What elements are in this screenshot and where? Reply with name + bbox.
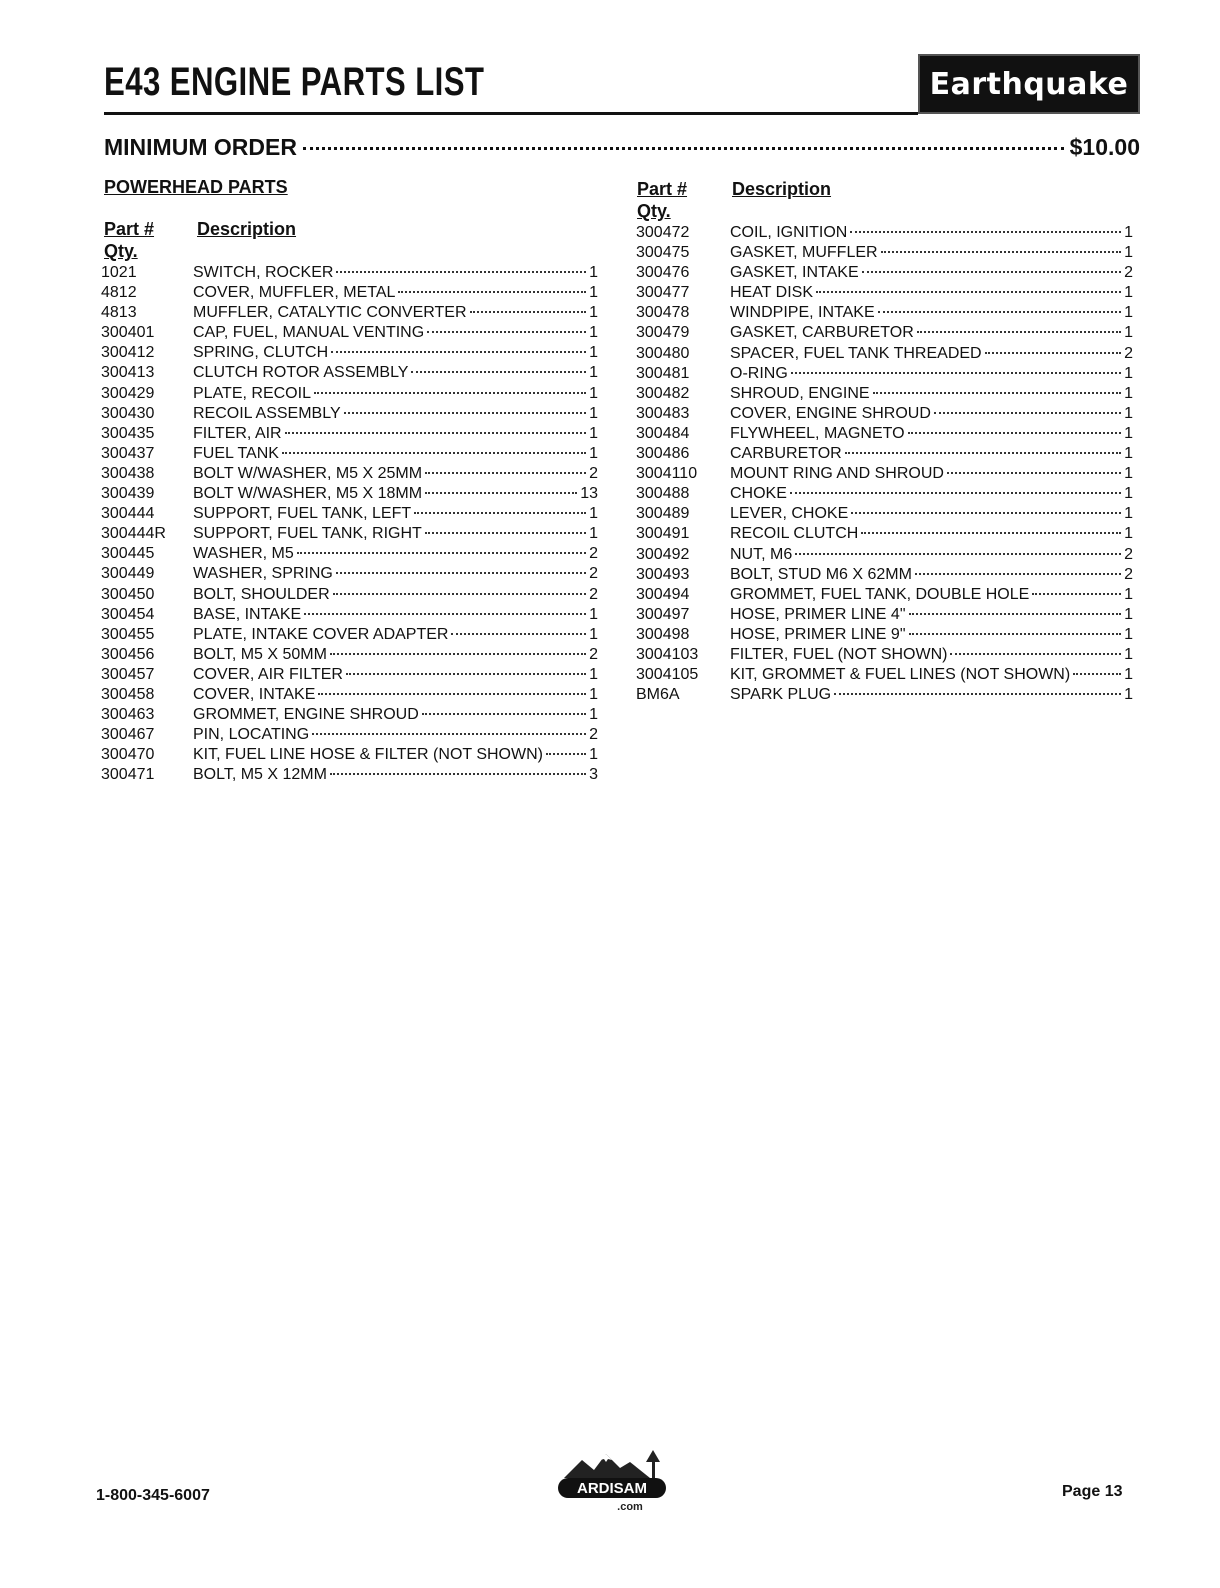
part-description: PIN, LOCATING (193, 726, 310, 744)
part-number: 300435 (101, 424, 155, 442)
ardisam-logo (556, 1448, 668, 1520)
leader-dots (790, 492, 1121, 494)
part-number: 300471 (101, 766, 155, 784)
leader-dots (451, 633, 586, 635)
part-row (101, 585, 598, 605)
part-row (101, 625, 598, 645)
part-quantity: 2 (1124, 264, 1133, 282)
part-quantity: 2 (589, 464, 598, 482)
part-number: 300492 (636, 545, 690, 563)
part-description: SWITCH, ROCKER (193, 264, 334, 281)
part-number: 4813 (101, 304, 137, 322)
part-number: 300467 (101, 726, 155, 744)
part-description: HEAT DISK (730, 284, 813, 302)
leader-dots (1073, 673, 1121, 675)
leader-dots (917, 331, 1121, 333)
part-row (101, 283, 598, 303)
part-quantity: 1 (589, 665, 598, 683)
leader-dots (425, 532, 586, 534)
part-description: HOSE, PRIMER LINE 9" (730, 625, 906, 643)
part-quantity: 1 (1124, 666, 1133, 684)
part-number: 3004110 (636, 465, 698, 483)
part-number: 300445 (101, 545, 155, 563)
part-row (636, 464, 1133, 484)
leader-dots (330, 653, 586, 655)
part-description: WASHER, M5 (193, 545, 294, 563)
part-description: GROMMET, FUEL TANK, DOUBLE HOLE (730, 585, 1030, 603)
part-number: 300429 (101, 384, 155, 402)
leader-dots (344, 412, 586, 414)
part-row (636, 524, 1133, 544)
part-quantity: 1 (1124, 384, 1133, 402)
part-row (101, 464, 598, 484)
leader-dots (985, 352, 1121, 354)
leader-dots (1032, 593, 1121, 595)
part-row (636, 605, 1133, 625)
part-row (636, 424, 1133, 444)
part-quantity: 1 (589, 605, 598, 623)
leader-dots (304, 613, 586, 615)
brand-logo: Earthquake (918, 54, 1140, 114)
part-row (636, 344, 1133, 364)
part-description: RECOIL CLUTCH (730, 525, 859, 543)
part-quantity: 1 (1124, 686, 1133, 704)
part-number: 300439 (101, 485, 155, 503)
part-row (101, 544, 598, 564)
leader-dots (791, 372, 1121, 374)
leader-dots (909, 633, 1122, 635)
part-quantity: 1 (589, 625, 598, 643)
leader-dots (909, 613, 1122, 615)
leader-dots (314, 392, 586, 394)
part-quantity: 1 (1124, 244, 1133, 262)
part-number: 300488 (636, 485, 690, 503)
leader-dots (546, 753, 586, 755)
part-quantity: 1 (589, 706, 598, 724)
part-number: 300438 (101, 464, 155, 482)
part-quantity: 1 (589, 404, 598, 422)
leader-dots (908, 432, 1122, 434)
part-number: 300413 (101, 364, 155, 382)
part-number: 300478 (636, 304, 690, 322)
part-description: SHROUD, ENGINE (730, 384, 870, 402)
left-header-qty: Qty. (104, 241, 138, 261)
part-number: 300437 (101, 444, 155, 462)
part-description: CLUTCH ROTOR ASSEMBLY (193, 364, 409, 382)
leader-dots (297, 552, 586, 554)
part-description: SPACER, FUEL TANK THREADED (730, 344, 982, 362)
part-description: COIL, IGNITION (730, 224, 848, 241)
part-row (101, 263, 598, 283)
part-description: GASKET, MUFFLER (730, 244, 878, 262)
part-number: 300498 (636, 625, 690, 643)
part-description: BOLT, SHOULDER (193, 585, 330, 603)
part-quantity: 1 (589, 505, 598, 523)
leader-dots (318, 693, 586, 695)
part-row (636, 565, 1133, 585)
part-quantity: 1 (1124, 645, 1133, 663)
part-quantity: 1 (1124, 424, 1133, 442)
part-row (636, 645, 1133, 665)
leader-dots (336, 271, 586, 273)
part-row (636, 545, 1133, 565)
part-row (101, 665, 598, 685)
part-number: 300476 (636, 264, 690, 282)
part-row (636, 323, 1133, 343)
leader-dots (330, 773, 586, 775)
leader-dots (845, 452, 1121, 454)
part-number: 300456 (101, 645, 155, 663)
part-quantity: 1 (1124, 625, 1133, 643)
part-row (101, 404, 598, 424)
part-number: 300480 (636, 344, 690, 362)
part-row (101, 384, 598, 404)
part-description: CARBURETOR (730, 445, 842, 463)
part-description: MOUNT RING AND SHROUD (730, 465, 944, 483)
part-quantity: 2 (1124, 344, 1133, 362)
leader-dots (834, 693, 1121, 695)
part-quantity: 1 (589, 264, 598, 281)
part-number: 300491 (636, 525, 690, 543)
part-number: 1021 (101, 264, 137, 281)
part-description: WINDPIPE, INTAKE (730, 304, 875, 322)
leader-dots (816, 291, 1121, 293)
leader-dots (950, 653, 1121, 655)
minimum-order-line (104, 134, 1140, 162)
part-description: CHOKE (730, 485, 787, 503)
part-quantity: 1 (1124, 485, 1133, 503)
part-row (101, 564, 598, 584)
part-row (101, 705, 598, 725)
part-row (636, 263, 1133, 283)
part-description: FLYWHEEL, MAGNETO (730, 424, 905, 442)
leader-dots (346, 673, 586, 675)
part-row (101, 363, 598, 383)
leader-dots (333, 593, 586, 595)
leader-dots (470, 311, 587, 313)
part-description: BOLT W/WASHER, M5 X 18MM (193, 485, 423, 503)
part-description: COVER, INTAKE (193, 685, 316, 703)
part-description: BOLT W/WASHER, M5 X 25MM (193, 464, 423, 482)
leader-dots (850, 231, 1121, 233)
part-description: GASKET, CARBURETOR (730, 324, 914, 342)
part-row (636, 685, 1133, 705)
part-quantity: 2 (1124, 545, 1133, 563)
leader-dots (427, 331, 586, 333)
page-number: Page 13 (1062, 1483, 1123, 1500)
part-quantity: 1 (589, 685, 598, 703)
part-row (101, 323, 598, 343)
part-quantity: 1 (589, 364, 598, 382)
part-description: COVER, ENGINE SHROUD (730, 404, 931, 422)
part-row (636, 384, 1133, 404)
part-description: GROMMET, ENGINE SHROUD (193, 706, 419, 724)
part-quantity: 2 (589, 565, 598, 583)
part-quantity: 1 (1124, 465, 1133, 483)
part-number: 300430 (101, 404, 155, 422)
part-quantity: 2 (1124, 565, 1133, 583)
part-row (101, 303, 598, 323)
part-description: RECOIL ASSEMBLY (193, 404, 341, 422)
leader-dots (795, 553, 1121, 555)
part-number: 300450 (101, 585, 155, 603)
leader-dots (851, 512, 1121, 514)
part-number: 300486 (636, 445, 690, 463)
part-quantity: 1 (1124, 525, 1133, 543)
part-description: PLATE, RECOIL (193, 384, 311, 402)
leader-dots (934, 412, 1121, 414)
left-header-desc: Description (197, 219, 297, 239)
part-description: NUT, M6 (730, 545, 793, 563)
part-description: BOLT, M5 X 12MM (193, 766, 327, 784)
part-quantity: 1 (1124, 364, 1133, 382)
part-description: SUPPORT, FUEL TANK, LEFT (193, 505, 412, 523)
part-description: SPARK PLUG (730, 686, 832, 704)
part-number: 300475 (636, 244, 690, 262)
part-number: 3004103 (636, 645, 699, 663)
part-quantity: 1 (1124, 505, 1133, 523)
part-row (101, 524, 598, 544)
part-number: 300483 (636, 404, 690, 422)
powerhead-parts-list (101, 263, 598, 785)
part-quantity: 1 (589, 746, 598, 764)
part-quantity: 2 (589, 585, 598, 603)
leader-dots (425, 472, 586, 474)
logo-sub: .com (617, 1501, 643, 1513)
parts-list-continued (636, 223, 1133, 705)
part-description: PLATE, INTAKE COVER ADAPTER (193, 625, 449, 643)
part-row (636, 283, 1133, 303)
leader-dots (398, 291, 586, 293)
part-row (101, 685, 598, 705)
part-description: CAP, FUEL, MANUAL VENTING (193, 324, 425, 342)
part-number: 300455 (101, 625, 155, 643)
part-row (101, 745, 598, 765)
part-row (101, 725, 598, 745)
min-order-value: $10.00 (1069, 134, 1140, 160)
part-row (636, 364, 1133, 384)
part-number: 300463 (101, 706, 155, 724)
leader-dots (285, 432, 586, 434)
leader-dots (414, 512, 586, 514)
part-description: BOLT, M5 X 50MM (193, 645, 327, 663)
part-row (636, 625, 1133, 645)
part-quantity: 1 (589, 525, 598, 543)
leader-dots (862, 271, 1121, 273)
part-quantity: 2 (589, 645, 598, 663)
part-row (636, 404, 1133, 424)
leader-dots (411, 371, 586, 373)
leader-dots (331, 351, 586, 353)
leader-dots (915, 573, 1121, 575)
part-number: 300444R (101, 525, 166, 543)
part-description: LEVER, CHOKE (730, 505, 849, 523)
part-quantity: 1 (1124, 585, 1133, 603)
right-header-qty: Qty. (637, 201, 671, 221)
part-number: 300472 (636, 224, 690, 241)
leader-dots (422, 713, 586, 715)
part-row (636, 223, 1133, 243)
part-quantity: 2 (589, 545, 598, 563)
part-description: SPRING, CLUTCH (193, 344, 329, 362)
part-number: 300470 (101, 746, 155, 764)
part-row (636, 665, 1133, 685)
leader-dots (303, 147, 1064, 150)
part-number: 300494 (636, 585, 690, 603)
leader-dots (282, 452, 586, 454)
part-number: 300484 (636, 424, 690, 442)
part-description: KIT, FUEL LINE HOSE & FILTER (NOT SHOWN) (193, 746, 543, 764)
part-number: 300489 (636, 505, 690, 523)
part-description: SUPPORT, FUEL TANK, RIGHT (193, 525, 422, 543)
part-quantity: 1 (1124, 324, 1133, 342)
part-description: FILTER, FUEL (NOT SHOWN) (730, 645, 948, 663)
part-description: GASKET, INTAKE (730, 264, 859, 282)
part-description: BOLT, STUD M6 X 62MM (730, 565, 912, 583)
part-quantity: 1 (1124, 304, 1133, 322)
part-row (101, 424, 598, 444)
part-description: BASE, INTAKE (193, 605, 302, 623)
left-header-part: Part # (104, 219, 155, 239)
part-number: 300458 (101, 685, 155, 703)
part-number: 3004105 (636, 666, 699, 684)
part-quantity: 1 (589, 444, 598, 462)
part-number: 4812 (101, 284, 137, 302)
part-description: COVER, MUFFLER, METAL (193, 284, 396, 302)
title-rule (104, 112, 918, 115)
leader-dots (861, 532, 1121, 534)
leader-dots (336, 572, 586, 574)
part-number: 300444 (101, 505, 155, 523)
part-number: 300401 (101, 324, 155, 342)
part-row (101, 484, 598, 504)
part-quantity: 1 (1124, 284, 1133, 302)
part-row (101, 343, 598, 363)
part-row (636, 243, 1133, 263)
part-quantity: 1 (589, 424, 598, 442)
part-number: 300479 (636, 324, 690, 342)
leader-dots (312, 733, 586, 735)
part-quantity: 1 (1124, 404, 1133, 422)
part-quantity: 1 (1124, 224, 1133, 241)
part-row (101, 444, 598, 464)
part-quantity: 1 (1124, 445, 1133, 463)
leader-dots (947, 472, 1121, 474)
part-row (636, 484, 1133, 504)
part-quantity: 1 (589, 324, 598, 342)
part-number: 300412 (101, 344, 155, 362)
part-description: FILTER, AIR (193, 424, 282, 442)
part-number: 300481 (636, 364, 690, 382)
part-quantity: 1 (589, 384, 598, 402)
part-row (636, 303, 1133, 323)
part-row (101, 504, 598, 524)
leader-dots (425, 492, 577, 494)
part-description: FUEL TANK (193, 444, 279, 462)
page-title: E43 ENGINE PARTS LIST (104, 60, 485, 104)
part-number: 300449 (101, 565, 155, 583)
part-number: 300497 (636, 605, 690, 623)
part-row (101, 645, 598, 665)
leader-dots (881, 251, 1122, 253)
part-number: 300457 (101, 665, 155, 683)
part-quantity: 13 (580, 485, 598, 503)
part-row (636, 504, 1133, 524)
part-row (636, 585, 1133, 605)
part-number: 300454 (101, 605, 155, 623)
part-description: MUFFLER, CATALYTIC CONVERTER (193, 304, 467, 322)
part-number: 300477 (636, 284, 690, 302)
part-quantity: 3 (589, 766, 598, 784)
part-description: O-RING (730, 364, 788, 382)
right-header-desc: Description (732, 179, 832, 199)
leader-dots (878, 311, 1121, 313)
leader-dots (873, 392, 1122, 394)
part-number: 300493 (636, 565, 690, 583)
footer-phone: 1-800-345-6007 (96, 1487, 210, 1504)
part-row (101, 605, 598, 625)
part-number: 300482 (636, 384, 690, 402)
part-number: BM6A (636, 686, 680, 704)
part-quantity: 1 (589, 284, 598, 302)
logo-text: ARDISAM (577, 1480, 647, 1497)
part-description: WASHER, SPRING (193, 565, 333, 583)
part-quantity: 1 (1124, 605, 1133, 623)
part-row (101, 765, 598, 785)
part-quantity: 2 (589, 726, 598, 744)
part-description: COVER, AIR FILTER (193, 665, 343, 683)
section-title: POWERHEAD PARTS (104, 177, 288, 197)
min-order-label: MINIMUM ORDER (104, 134, 297, 160)
part-quantity: 1 (589, 344, 598, 362)
right-header-part: Part # (637, 179, 688, 199)
part-quantity: 1 (589, 304, 598, 322)
part-description: KIT, GROMMET & FUEL LINES (NOT SHOWN) (730, 666, 1071, 684)
part-description: HOSE, PRIMER LINE 4" (730, 605, 906, 623)
part-row (636, 444, 1133, 464)
